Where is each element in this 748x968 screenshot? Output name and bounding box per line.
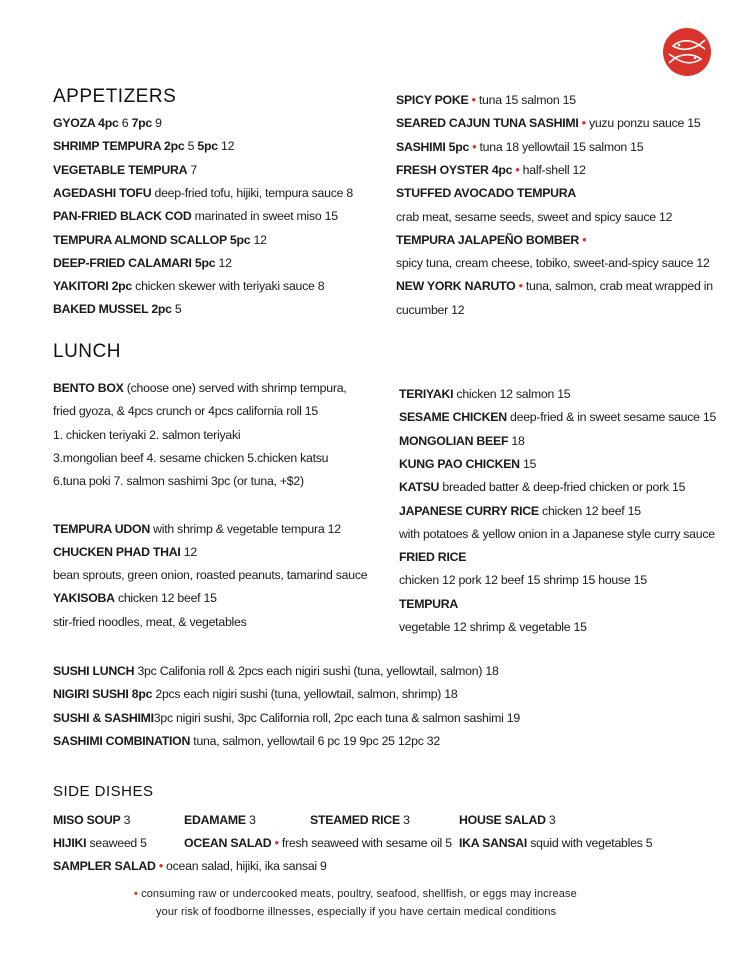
- menu-item-name: SUSHI & SASHIMI: [53, 711, 154, 725]
- menu-item: [53, 520, 341, 538]
- menu-item-name: OCEAN SALAD: [184, 836, 272, 850]
- menu-item: [399, 478, 685, 496]
- menu-item-name: TEMPURA JALAPEÑO BOMBER: [396, 233, 580, 247]
- menu-item-description: 12: [180, 545, 197, 559]
- menu-item-name: BENTO BOX: [53, 381, 124, 395]
- menu-item: [396, 161, 586, 179]
- menu-item: [53, 472, 304, 490]
- menu-item-name: YAKITORI 2pc: [53, 279, 133, 293]
- menu-item-description: 2pcs each nigiri sushi (tuna, yellowtail, salmon, shrimp) 18: [152, 687, 458, 701]
- menu-item: [53, 566, 367, 584]
- menu-item: [53, 114, 162, 132]
- menu-item-description: chicken 12 beef 15: [538, 504, 641, 518]
- menu-item-description: tuna, salmon, crab meat wrapped in: [522, 279, 713, 293]
- menu-item: [396, 254, 710, 272]
- menu-item: [53, 254, 232, 272]
- menu-item: [53, 589, 217, 607]
- raw-food-marker-icon: •: [271, 836, 279, 850]
- menu-item-name: STEAMED RICE: [310, 813, 400, 827]
- menu-item: [53, 300, 182, 318]
- menu-item-description: with potatoes & yellow onion in a Japanese style curry sauce: [399, 527, 715, 541]
- menu-item-name: 5pc: [197, 139, 218, 153]
- menu-item-description: seaweed 5: [86, 836, 147, 850]
- menu-item: [396, 231, 586, 249]
- menu-item: [396, 208, 672, 226]
- menu-item: [310, 811, 410, 829]
- menu-item-description: spicy tuna, cream cheese, tobiko, sweet-and-spicy sauce 12: [396, 256, 710, 270]
- menu-item-name: FRESH OYSTER 4pc: [396, 163, 513, 177]
- menu-item: [399, 571, 647, 589]
- menu-item-description: chicken 12 pork 12 beef 15 shrimp 15 house 15: [399, 573, 647, 587]
- menu-item-description: tuna 18 yellowtail 15 salmon 15: [476, 140, 644, 154]
- menu-item-description: 12: [250, 233, 267, 247]
- menu-item: [396, 184, 576, 202]
- footnote-line-1: [134, 886, 577, 903]
- menu-item: [396, 91, 576, 109]
- menu-item-name: SASHIMI 5pc: [396, 140, 470, 154]
- menu-item-name: MONGOLIAN BEEF: [399, 434, 509, 448]
- menu-item-name: TEMPURA ALMOND SCALLOP 5pc: [53, 233, 251, 247]
- menu-item-name: SHRIMP TEMPURA 2pc: [53, 139, 185, 153]
- menu-item: [53, 685, 457, 703]
- menu-item: [53, 834, 147, 852]
- menu-item: [53, 231, 267, 249]
- menu-item-description: 5: [171, 302, 182, 316]
- menu-item-name: SAMPLER SALAD: [53, 859, 156, 873]
- menu-item: [53, 613, 247, 631]
- menu-item-name: NEW YORK NARUTO: [396, 279, 516, 293]
- menu-item-name: IKA SANSAI: [459, 836, 528, 850]
- menu-item-description: 1. chicken teriyaki 2. salmon teriyaki: [53, 428, 241, 442]
- menu-item-name: SASHIMI COMBINATION: [53, 734, 191, 748]
- raw-food-marker-icon: •: [512, 163, 520, 177]
- menu-item-description: 6.tuna poki 7. salmon sashimi 3pc (or tuna, +$2): [53, 474, 304, 488]
- menu-item: [53, 137, 234, 155]
- menu-item-name: SESAME CHICKEN: [399, 410, 507, 424]
- menu-item: [53, 207, 338, 225]
- menu-item-name: SUSHI LUNCH: [53, 664, 135, 678]
- menu-item: [399, 525, 715, 543]
- footnote-line-2: your risk of foodborne illnesses, especially if you have certain medical conditions: [156, 906, 557, 918]
- menu-item-name: 7pc: [131, 116, 153, 130]
- menu-item: [399, 548, 466, 566]
- menu-item: [396, 277, 713, 295]
- menu-item: [399, 432, 525, 450]
- menu-item-description: deep-fried & in sweet sesame sauce 15: [506, 410, 717, 424]
- menu-item-description: 6: [118, 116, 132, 130]
- menu-item-description: 9: [152, 116, 162, 130]
- menu-item-description: (choose one) served with shrimp tempura,: [123, 381, 347, 395]
- menu-item: [459, 834, 652, 852]
- menu-item: [53, 379, 346, 397]
- menu-item-description: chicken 12 beef 15: [114, 591, 217, 605]
- menu-item: [53, 449, 328, 467]
- menu-item-name: FRIED RICE: [399, 550, 467, 564]
- menu-item-name: TERIYAKI: [399, 387, 454, 401]
- menu-item: [399, 455, 536, 473]
- menu-item: [399, 385, 570, 403]
- menu-item-name: CHUCKEN PHAD THAI: [53, 545, 181, 559]
- menu-item-description: marinated in sweet miso 15: [191, 209, 338, 223]
- menu-item-description: cucumber 12: [396, 303, 465, 317]
- menu-item: [53, 732, 440, 750]
- raw-food-marker-icon: •: [468, 93, 476, 107]
- menu-item-description: chicken skewer with teriyaki sauce 8: [132, 279, 325, 293]
- menu-item: [53, 662, 499, 680]
- menu-item: [396, 138, 643, 156]
- menu-item-description: 18: [508, 434, 525, 448]
- menu-item-name: VEGETABLE TEMPURA: [53, 163, 188, 177]
- raw-food-marker-icon: •: [578, 116, 586, 130]
- menu-item: [53, 161, 197, 179]
- menu-item-description: yuzu ponzu sauce 15: [585, 116, 701, 130]
- lunch-heading: LUNCH: [53, 341, 121, 362]
- menu-item: [53, 402, 318, 420]
- menu-item-name: EDAMAME: [184, 813, 246, 827]
- menu-item-name: STUFFED AVOCADO TEMPURA: [396, 186, 577, 200]
- menu-item: [184, 811, 256, 829]
- menu-item-name: HIJIKI: [53, 836, 87, 850]
- menu-item-description: 5: [184, 139, 198, 153]
- menu-item-description: 3: [399, 813, 410, 827]
- menu-item-description: 3: [545, 813, 556, 827]
- side-dishes-heading: SIDE DISHES: [53, 783, 154, 800]
- menu-item-description: vegetable 12 shrimp & vegetable 15: [399, 620, 587, 634]
- menu-item: [53, 811, 130, 829]
- menu-item-name: KATSU: [399, 480, 440, 494]
- menu-item-name: TEMPURA UDON: [53, 522, 150, 536]
- menu-item: [53, 277, 324, 295]
- menu-item-name: SEARED CAJUN TUNA SASHIMI: [396, 116, 579, 130]
- menu-item-name: NIGIRI SUSHI 8pc: [53, 687, 153, 701]
- menu-item-name: PAN-FRIED BLACK COD: [53, 209, 192, 223]
- menu-item: [399, 408, 716, 426]
- raw-food-marker-icon: •: [155, 859, 163, 873]
- menu-item-description: 7: [187, 163, 197, 177]
- menu-item-description: breaded batter & deep-fried chicken or pork 15: [439, 480, 686, 494]
- menu-item: [399, 618, 587, 636]
- menu-item-description: with shrimp & vegetable tempura 12: [149, 522, 341, 536]
- menu-item: [53, 426, 240, 444]
- raw-food-marker-icon: •: [579, 233, 587, 247]
- menu-item: [459, 811, 556, 829]
- raw-food-marker-icon: •: [515, 279, 523, 293]
- menu-item-name: KUNG PAO CHICKEN: [399, 457, 520, 471]
- menu-item-description: 3: [120, 813, 131, 827]
- menu-item-name: AGEDASHI TOFU: [53, 186, 152, 200]
- menu-item-description: tuna 15 salmon 15: [475, 93, 576, 107]
- menu-item-description: deep-fried tofu, hijiki, tempura sauce 8: [151, 186, 353, 200]
- menu-item-name: SPICY POKE: [396, 93, 469, 107]
- menu-item-description: half-shell 12: [519, 163, 586, 177]
- menu-item-name: DEEP-FRIED CALAMARI 5pc: [53, 256, 216, 270]
- menu-item-description: ocean salad, hijiki, ika sansai 9: [162, 859, 327, 873]
- menu-item: [53, 184, 353, 202]
- raw-food-marker-icon: •: [469, 140, 477, 154]
- fish-logo-icon: [663, 28, 711, 76]
- menu-item-description: bean sprouts, green onion, roasted peanuts, tamarind sauce: [53, 568, 368, 582]
- menu-item: [399, 502, 641, 520]
- menu-item-description: 3.mongolian beef 4. sesame chicken 5.chicken katsu: [53, 451, 329, 465]
- menu-item-name: BAKED MUSSEL 2pc: [53, 302, 172, 316]
- menu-item: [53, 709, 520, 727]
- menu-item-name: GYOZA 4pc: [53, 116, 119, 130]
- raw-food-marker-icon: •: [134, 888, 138, 900]
- menu-item: [53, 857, 327, 875]
- menu-item: [184, 834, 452, 852]
- footnote-text-1: consuming raw or undercooked meats, poultry, seafood, shellfish, or eggs may increase: [137, 888, 577, 900]
- menu-item-description: 12: [217, 139, 235, 153]
- menu-item-description: squid with vegetables 5: [527, 836, 653, 850]
- menu-item-description: fried gyoza, & 4pcs crunch or 4pcs california roll 15: [53, 404, 318, 418]
- menu-item: [399, 595, 458, 613]
- menu-item-name: YAKISOBA: [53, 591, 115, 605]
- menu-item-description: 3pc Califonia roll & 2pcs each nigiri sushi (tuna, yellowtail, salmon) 18: [134, 664, 499, 678]
- menu-item: [396, 301, 464, 319]
- menu-item-name: HOUSE SALAD: [459, 813, 546, 827]
- menu-item: [53, 543, 197, 561]
- menu-item-description: chicken 12 salmon 15: [453, 387, 571, 401]
- menu-item-description: 15: [519, 457, 537, 471]
- menu-item-description: fresh seaweed with sesame oil 5: [278, 836, 452, 850]
- menu-item-description: crab meat, sesame seeds, sweet and spicy sauce 12: [396, 210, 673, 224]
- menu-item-name: TEMPURA: [399, 597, 459, 611]
- menu-item-description: 12: [215, 256, 232, 270]
- menu-item-description: 3: [245, 813, 256, 827]
- menu-item-description: 3pc nigiri sushi, 3pc California roll, 2pc each tuna & salmon sashimi 19: [153, 711, 520, 725]
- appetizers-heading: APPETIZERS: [53, 86, 177, 107]
- menu-item-description: stir-fried noodles, meat, & vegetables: [53, 615, 247, 629]
- menu-item-name: JAPANESE CURRY RICE: [399, 504, 539, 518]
- menu-item: [396, 114, 700, 132]
- menu-item-name: MISO SOUP: [53, 813, 121, 827]
- menu-item-description: tuna, salmon, yellowtail 6 pc 19 9pc 25 12pc 32: [190, 734, 440, 748]
